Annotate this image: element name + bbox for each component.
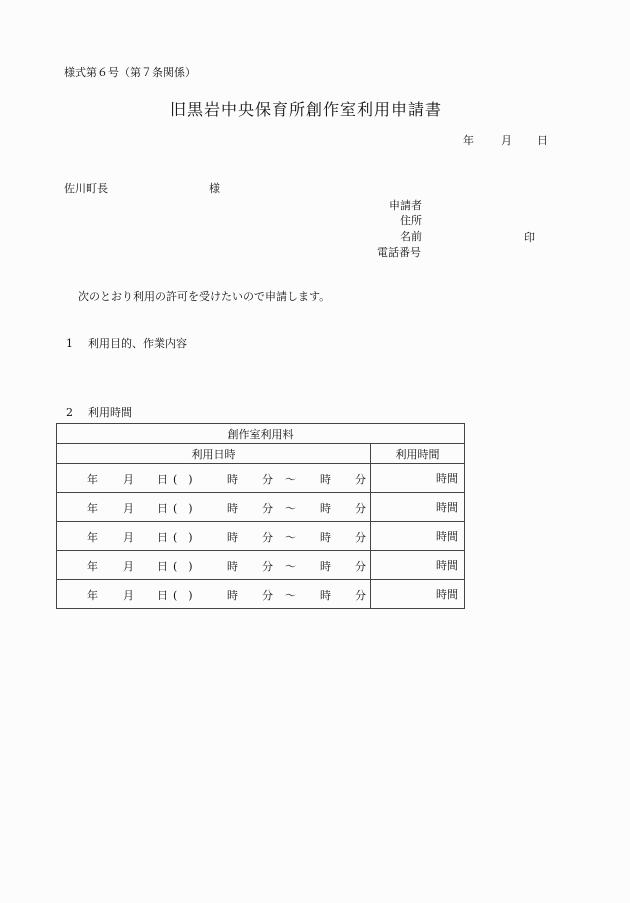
- datetime-cell[interactable]: [57, 522, 371, 551]
- hours-cell[interactable]: 時間: [371, 464, 465, 493]
- addressee-name: 佐川町長: [64, 182, 108, 195]
- body-text: 次のとおり利用の許可を受けたいので申請します。: [78, 290, 331, 303]
- page-title: [0, 97, 630, 120]
- datetime-year-label: 年: [87, 589, 98, 602]
- datetime-minute2-label: 分: [355, 502, 366, 515]
- datetime-month-label: 月: [123, 531, 134, 544]
- datetime-month-label: 月: [123, 502, 134, 515]
- datetime-minute-label: 分: [262, 589, 273, 602]
- addressee-honorific: 様: [209, 182, 220, 195]
- form-number: 様式第６号（第７条関係）: [64, 66, 196, 79]
- datetime-hour2-label: 時: [320, 589, 331, 602]
- datetime-tilde-label: ～: [285, 560, 296, 573]
- datetime-dow-label: ( ): [173, 589, 193, 602]
- datetime-cell[interactable]: [57, 493, 371, 522]
- datetime-day-label: 日: [157, 531, 168, 544]
- column-header-hours: 利用時間: [371, 444, 465, 464]
- hours-cell[interactable]: 時間: [371, 580, 465, 609]
- datetime-minute-label: 分: [262, 502, 273, 515]
- table-row: [57, 551, 465, 580]
- section-label: 利用目的、作業内容: [88, 337, 187, 350]
- datetime-day-label: 日: [157, 502, 168, 515]
- table-row: [57, 464, 465, 493]
- datetime-hour2-label: 時: [320, 473, 331, 486]
- datetime-minute2-label: 分: [355, 473, 366, 486]
- datetime-year-label: 年: [87, 531, 98, 544]
- section-label: 利用時間: [88, 406, 132, 419]
- date-day-label: 日: [537, 134, 548, 147]
- title-text: 旧黒岩中央保育所創作室利用申請書: [169, 100, 442, 119]
- applicant-address-label: 住所: [400, 214, 422, 227]
- datetime-tilde-label: ～: [285, 502, 296, 515]
- datetime-tilde-label: ～: [285, 473, 296, 486]
- section-purpose: [66, 335, 187, 351]
- datetime-month-label: 月: [123, 473, 134, 486]
- usage-fee-table: [56, 423, 465, 609]
- datetime-month-label: 月: [123, 589, 134, 602]
- datetime-hour-label: 時: [227, 560, 238, 573]
- datetime-year-label: 年: [87, 560, 98, 573]
- hours-cell[interactable]: 時間: [371, 522, 465, 551]
- datetime-tilde-label: ～: [285, 589, 296, 602]
- datetime-tilde-label: ～: [285, 531, 296, 544]
- datetime-hour-label: 時: [227, 502, 238, 515]
- datetime-minute-label: 分: [262, 531, 273, 544]
- applicant-name-label: 名前: [400, 230, 422, 243]
- datetime-minute2-label: 分: [355, 531, 366, 544]
- datetime-dow-label: ( ): [173, 560, 193, 573]
- datetime-dow-label: ( ): [173, 502, 193, 515]
- datetime-cell[interactable]: [57, 464, 371, 493]
- datetime-year-label: 年: [87, 473, 98, 486]
- datetime-day-label: 日: [157, 560, 168, 573]
- table-caption: 創作室利用料: [57, 424, 465, 444]
- datetime-hour-label: 時: [227, 531, 238, 544]
- column-header-datetime: 利用日時: [57, 444, 371, 464]
- datetime-day-label: 日: [157, 589, 168, 602]
- datetime-minute2-label: 分: [355, 589, 366, 602]
- datetime-hour-label: 時: [227, 473, 238, 486]
- datetime-minute-label: 分: [262, 473, 273, 486]
- seal-mark: 印: [524, 231, 535, 244]
- section-number: 1: [66, 337, 73, 350]
- datetime-minute2-label: 分: [355, 560, 366, 573]
- datetime-hour2-label: 時: [320, 560, 331, 573]
- table-row: [57, 522, 465, 551]
- datetime-hour-label: 時: [227, 589, 238, 602]
- date-month-label: 月: [501, 134, 512, 147]
- datetime-hour2-label: 時: [320, 531, 331, 544]
- applicant-phone-label: 電話番号: [377, 246, 421, 259]
- datetime-dow-label: ( ): [173, 531, 193, 544]
- datetime-day-label: 日: [157, 473, 168, 486]
- section-usage-time: [66, 404, 132, 420]
- datetime-dow-label: ( ): [173, 473, 193, 486]
- hours-cell[interactable]: 時間: [371, 551, 465, 580]
- datetime-year-label: 年: [87, 502, 98, 515]
- table-row: [57, 580, 465, 609]
- datetime-minute-label: 分: [262, 560, 273, 573]
- datetime-hour2-label: 時: [320, 502, 331, 515]
- datetime-month-label: 月: [123, 560, 134, 573]
- date-year-label: 年: [463, 134, 474, 147]
- section-number: 2: [66, 406, 73, 419]
- hours-cell[interactable]: 時間: [371, 493, 465, 522]
- applicant-heading: 申請者: [389, 199, 422, 212]
- datetime-cell[interactable]: [57, 551, 371, 580]
- table-row: [57, 493, 465, 522]
- datetime-cell[interactable]: [57, 580, 371, 609]
